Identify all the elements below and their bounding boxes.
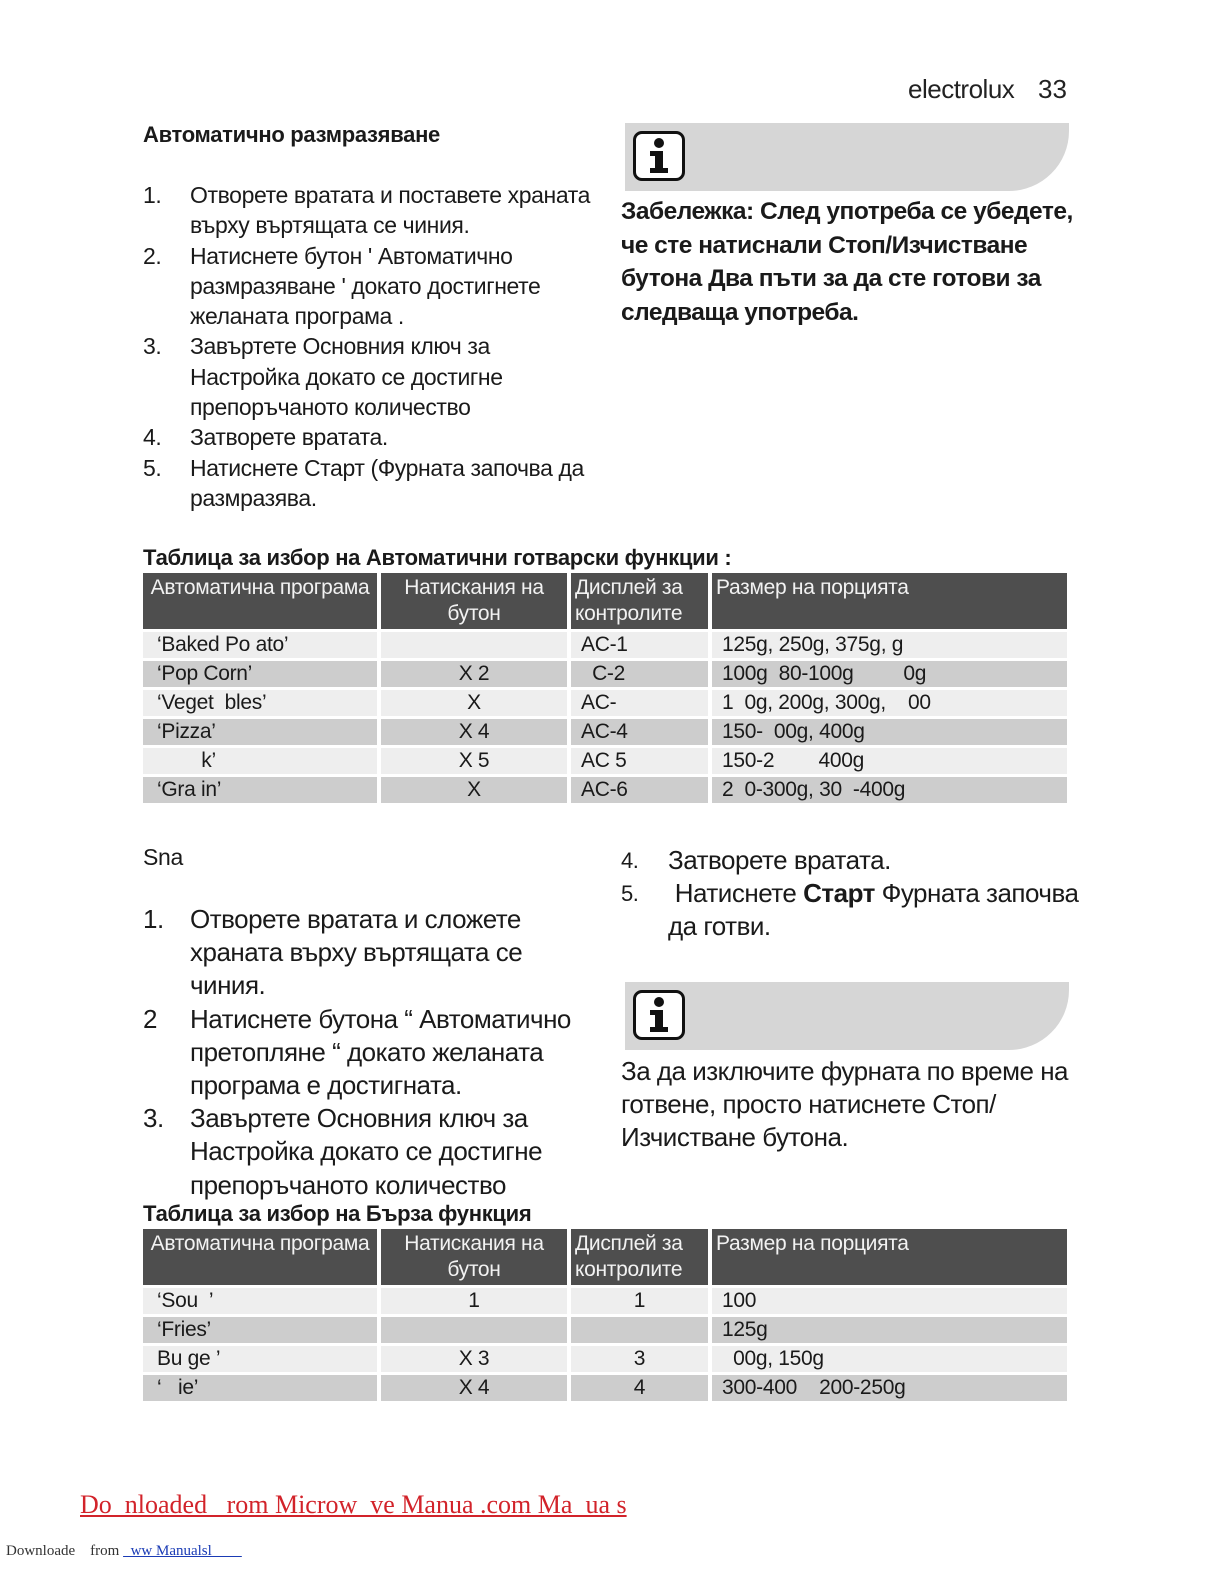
step-text-bold: Старт — [803, 878, 875, 909]
table-cell: 2 0-300g, 30 -400g — [712, 777, 1067, 803]
table-cell — [571, 1317, 708, 1343]
step-number: 4. — [143, 424, 162, 451]
table-row — [143, 632, 1067, 658]
column-header: Автоматична програма — [143, 573, 377, 629]
table-row — [143, 661, 1067, 687]
step-text: Натиснете бутон ' Автоматично размразяване ' докато достигнете желаната програма . — [190, 242, 541, 330]
table-cell: k’ — [143, 748, 377, 774]
step-text: Затворете вратата. — [668, 845, 891, 875]
step-item — [143, 241, 603, 332]
table-cell: 00g, 150g — [712, 1346, 1067, 1372]
column-header: Автоматична програма — [143, 1229, 377, 1285]
table-cell: ‘Pop Corn’ — [143, 661, 377, 687]
step-item — [143, 903, 603, 1003]
table-cell — [381, 632, 567, 658]
column-header: Размер на порцията — [712, 1229, 1067, 1285]
table-row — [143, 1375, 1067, 1401]
step-text: Натиснете Старт (Фурната започва да размразява. — [190, 454, 584, 511]
table-cell: ‘Fries’ — [143, 1317, 377, 1343]
table-cell: AC-4 — [571, 719, 708, 745]
step-text: Завъртете Основния ключ за Настройка докато се достигне препоръчаното количество — [190, 1103, 543, 1200]
step-item — [143, 180, 603, 241]
step-text-post: Фурната започва да готви. — [668, 878, 1079, 942]
step-number: 2 — [143, 1003, 157, 1034]
step-number: 1. — [143, 182, 162, 208]
table-cell: 300-400 200-250g — [712, 1375, 1067, 1401]
step-item — [143, 331, 603, 422]
table-cell: ‘ ie’ — [143, 1375, 377, 1401]
section-title-snack: Sna — [143, 844, 184, 870]
column-header: Размер на порцията — [712, 573, 1067, 629]
table-row — [143, 690, 1067, 716]
step-number: 4. — [621, 848, 639, 873]
info-icon — [633, 990, 685, 1040]
table-cell: 4 — [571, 1375, 708, 1401]
step-item — [143, 453, 603, 514]
step-number: 5. — [621, 881, 639, 907]
column-header: Натискания на бутон — [381, 573, 567, 629]
download-source-line — [6, 1543, 242, 1560]
step-item — [143, 422, 603, 452]
step-item — [621, 877, 1081, 943]
table-cell: X 2 — [381, 661, 567, 687]
step-number: 3. — [143, 333, 162, 360]
table-cell: ‘Baked Po ato’ — [143, 632, 377, 658]
step-text: Завъртете Основния ключ за Настройка докато се достигне препоръчаното количество — [190, 333, 503, 421]
table-row — [143, 1288, 1067, 1314]
step-item — [143, 1003, 603, 1103]
info-banner — [625, 123, 1069, 191]
auto-defrost-steps — [143, 180, 603, 513]
table-cell: ‘Gra in’ — [143, 777, 377, 803]
page-number: 33 — [1038, 74, 1067, 104]
table-row — [143, 777, 1067, 803]
step-item — [143, 1102, 603, 1202]
brand-name: electrolux — [908, 74, 1015, 104]
step-item — [621, 844, 1081, 877]
step-number: 1. — [143, 904, 164, 934]
table-cell: 125g, 250g, 375g, g — [712, 632, 1067, 658]
table-cell: 1 0g, 200g, 300g, 00 — [712, 690, 1067, 716]
download-prefix: Downloade from — [6, 1543, 124, 1559]
quick-function-table — [139, 1226, 1071, 1404]
table-header-row — [143, 1229, 1067, 1285]
table-cell: 100g 80-100g 0g — [712, 661, 1067, 687]
table-cell — [381, 1317, 567, 1343]
table-title-auto-cook: Таблица за избор на Автоматични готварски функции : — [143, 545, 732, 570]
table-cell: 150- 00g, 400g — [712, 719, 1067, 745]
step-number: 2. — [143, 242, 162, 269]
table-header-row — [143, 573, 1067, 629]
table-cell: X — [381, 777, 567, 803]
snack-steps — [143, 903, 603, 1202]
step-number: 3. — [143, 1103, 164, 1134]
table-cell: X — [381, 690, 567, 716]
table-row — [143, 748, 1067, 774]
table-cell: AC- — [571, 690, 708, 716]
note-after-use: Забележка: След употреба се убедете, че сте натиснали Стоп/Изчистване бутона Два пъти за да сте готови за следваща употреба. — [621, 198, 1073, 326]
table-title-quick-function: Таблица за избор на Бърза функция — [143, 1201, 532, 1226]
table-cell: 150-2 400g — [712, 748, 1067, 774]
step-number: 5. — [143, 454, 162, 481]
column-header: Натискания на бутон — [381, 1229, 567, 1285]
auto-cook-table — [139, 570, 1071, 806]
table-cell: 1 — [571, 1288, 708, 1314]
column-header: Дисплей за контролите — [571, 1229, 708, 1285]
section-title-auto-defrost: Автоматично размразяване — [143, 122, 440, 147]
note-stop-cooking: За да изключите фурната по време на готвене, просто натиснете Стоп/Изчистване бутона. — [621, 1056, 1069, 1153]
info-banner — [625, 982, 1069, 1050]
download-watermark-link[interactable]: Do nloaded rom Microw ve Manua .com Ma ua s — [80, 1490, 627, 1519]
table-cell: X 4 — [381, 1375, 567, 1401]
table-cell: 3 — [571, 1346, 708, 1372]
table-row — [143, 1346, 1067, 1372]
table-cell: AC 5 — [571, 748, 708, 774]
step-text: Отворете вратата и сложете храната върху въртящата се чиния. — [190, 904, 523, 1001]
table-row — [143, 1317, 1067, 1343]
table-cell: ‘Pizza’ — [143, 719, 377, 745]
table-cell: 1 — [381, 1288, 567, 1314]
table-cell: 125g — [712, 1317, 1067, 1343]
download-source-link[interactable]: ww Manualsl — [123, 1543, 242, 1559]
step-text: Затворете вратата. — [190, 424, 388, 451]
table-cell: X 3 — [381, 1346, 567, 1372]
table-cell: X 4 — [381, 719, 567, 745]
column-header: Дисплей за контролите — [571, 573, 708, 629]
snack-steps-continued — [621, 844, 1081, 944]
table-cell: X 5 — [381, 748, 567, 774]
step-text: Отворете вратата и поставете храната върху въртящата се чиния. — [190, 182, 591, 239]
table-cell: ‘Veget bles’ — [143, 690, 377, 716]
table-row — [143, 719, 1067, 745]
table-cell: ‘Sou ’ — [143, 1288, 377, 1314]
step-text: Натиснете бутона “ Автоматично претопляне “ докато желаната програма е достигната. — [190, 1003, 571, 1101]
info-icon — [633, 131, 685, 181]
table-cell: C-2 — [571, 661, 708, 687]
table-cell: AC-1 — [571, 632, 708, 658]
table-cell: 100 — [712, 1288, 1067, 1314]
table-cell: AC-6 — [571, 777, 708, 803]
step-text-pre: Натиснете — [668, 878, 804, 909]
table-cell: Bu ge ’ — [143, 1346, 377, 1372]
